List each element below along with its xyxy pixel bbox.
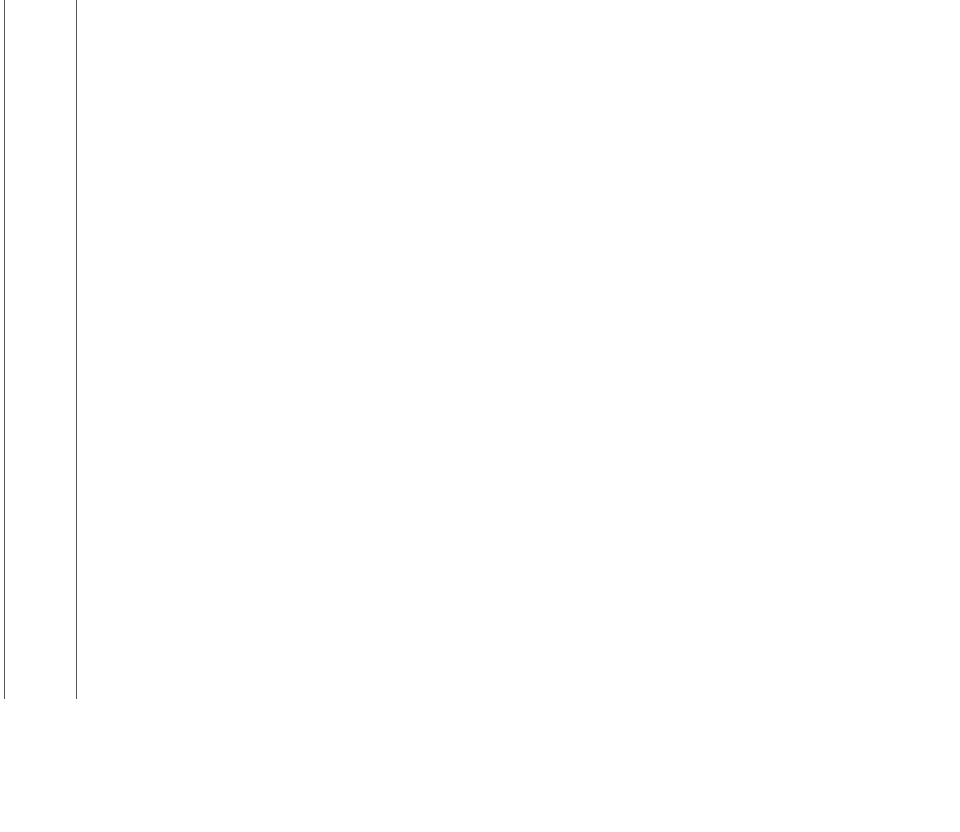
table-code-column-border: [76, 0, 77, 699]
table-left-border: [4, 0, 5, 699]
